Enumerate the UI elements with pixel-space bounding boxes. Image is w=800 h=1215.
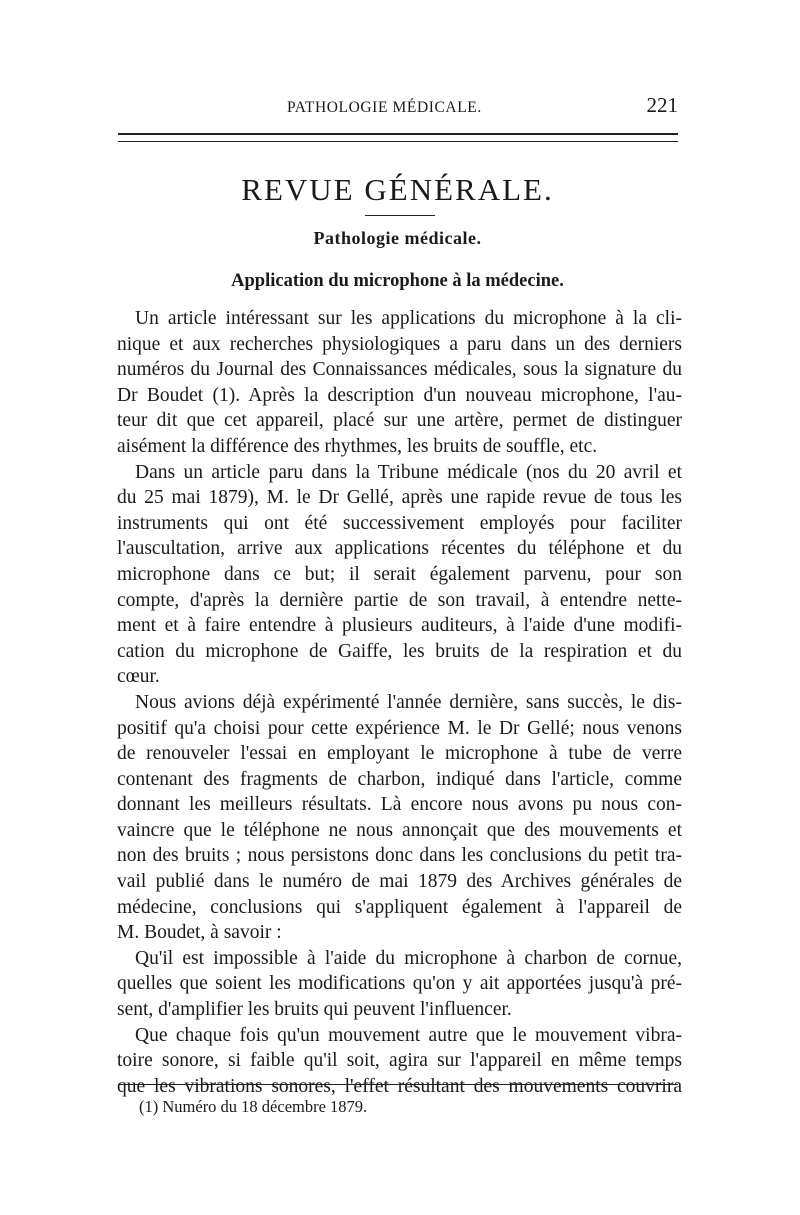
text-line: de renouveler l'essai en employant le microphone à tube de verre <box>117 743 682 765</box>
text-line: vail publié dans le numéro de mai 1879 des Archives générales de <box>117 871 682 893</box>
revue-heading: REVUE GÉNÉRALE. <box>241 172 554 207</box>
text-line: positif qu'a choisi pour cette expérience M. le Dr Gellé; nous venons <box>117 717 682 739</box>
page-number: 221 <box>646 93 678 117</box>
text-line: l'auscultation, arrive aux applications récentes du téléphone et du <box>117 538 682 560</box>
text-line: que les vibrations sonores, l'effet résultant des mouvements couvrira <box>117 1075 682 1097</box>
text-line: donnant les meilleurs résultats. Là encore nous avons pu nous con- <box>117 794 682 816</box>
text-line: quelles que soient les modifications qu'on y ait apportées jusqu'à pré- <box>117 973 682 995</box>
book-page <box>115 0 680 1215</box>
text-line: médecine, conclusions qui s'appliquent également à l'appareil de <box>117 896 682 918</box>
header-rule-thin <box>118 141 678 142</box>
text-line: Dans un article paru dans la Tribune médicale (nos du 20 avril et <box>135 461 682 483</box>
text-line: sent, d'amplifier les bruits qui peuvent l'influencer. <box>117 999 512 1021</box>
text-line: Un article intéressant sur les applications du microphone à la cli- <box>135 308 682 329</box>
text-line: toire sonore, si faible qu'il soit, agira sur l'appareil en même temps <box>117 1050 682 1072</box>
text-line: cœur. <box>117 666 160 688</box>
text-line: nique et aux recherches physiologiques a paru dans un des derniers <box>117 333 682 355</box>
text-line: ment et à faire entendre à plusieurs auditeurs, à l'aide d'une modifi- <box>117 615 682 637</box>
text-line: aisément la différence des rhythmes, les bruits de souffle, etc. <box>117 435 598 457</box>
text-line: cation du microphone de Gaiffe, les bruits de la respiration et du <box>117 640 682 662</box>
text-line: Que chaque fois qu'un mouvement autre que le mouvement vibra- <box>135 1024 682 1046</box>
text-line: du 25 mai 1879), M. le Dr Gellé, après une rapide revue de tous les <box>117 487 682 509</box>
text-line: vaincre que le téléphone ne nous annonçait que des mouvements et <box>117 819 682 841</box>
section-title: Pathologie médicale. <box>313 228 482 248</box>
header-rule-thick <box>118 133 678 135</box>
text-line: Qu'il est impossible à l'aide du microphone à charbon de cornue, <box>135 947 682 969</box>
running-title: PATHOLOGIE MÉDICALE. <box>287 99 482 116</box>
article-title: Application du microphone à la médecine. <box>231 271 564 291</box>
article-body <box>117 306 682 1099</box>
text-line: compte, d'après la dernière partie de son travail, à entendre nette- <box>117 589 682 611</box>
text-line: Nous avions déjà expérimenté l'année dernière, sans succès, le dis- <box>135 691 682 713</box>
footnote-rule <box>118 1084 678 1085</box>
text-line: microphone dans ce but; il serait également parvenu, pour son <box>117 563 682 585</box>
text-line: numéros du Journal des Connaissances médicales, sous la signature du <box>117 359 682 381</box>
running-head <box>115 93 680 125</box>
text-line: instruments qui ont été successivement employés pour faciliter <box>117 512 682 534</box>
text-line: teur dit que cet appareil, placé sur une artère, permet de distinguer <box>117 410 682 432</box>
text-line: M. Boudet, à savoir : <box>117 922 282 944</box>
text-line: non des bruits ; nous persistons donc dans les conclusions du petit tra- <box>117 845 682 867</box>
text-line: contenant des fragments de charbon, indiqué dans l'article, comme <box>117 768 682 790</box>
heading-divider <box>365 215 435 216</box>
text-line: Dr Boudet (1). Après la description d'un nouveau microphone, l'au- <box>117 384 682 406</box>
footnote: (1) Numéro du 18 décembre 1879. <box>139 1097 368 1116</box>
